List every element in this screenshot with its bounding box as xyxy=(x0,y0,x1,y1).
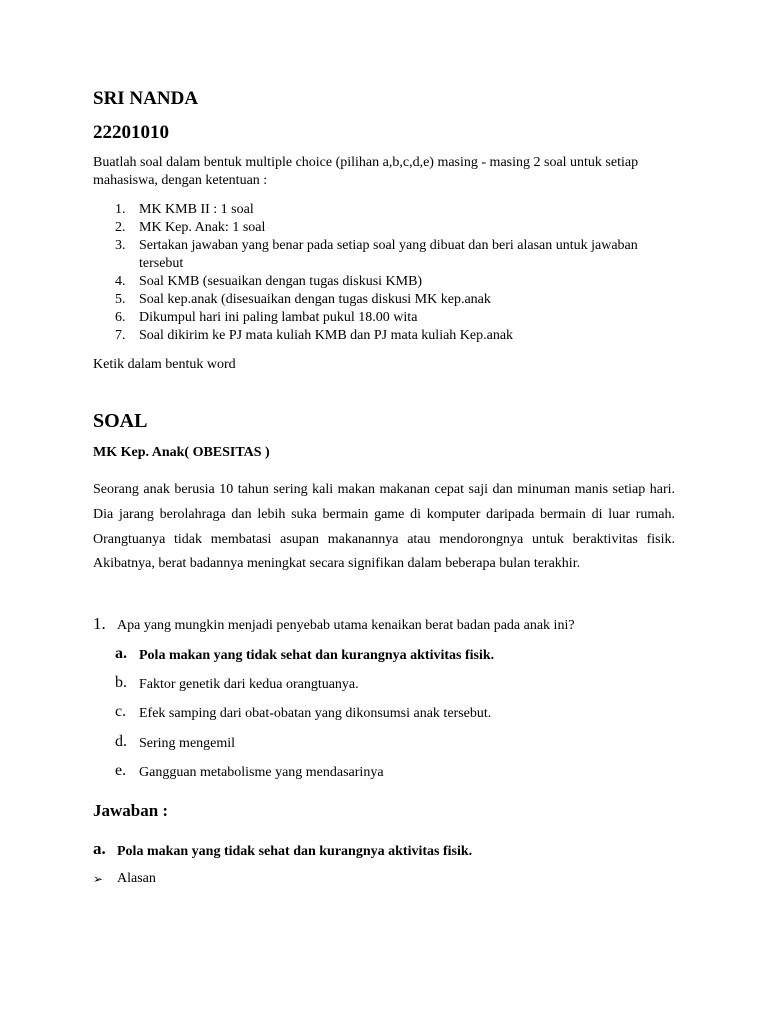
option-text: Sering mengemil xyxy=(139,736,236,751)
list-item xyxy=(93,309,675,327)
list-item xyxy=(93,201,675,219)
list-text: Soal kep.anak (disesuaikan dengan tugas diskusi MK kep.anak xyxy=(139,292,491,307)
option-text: Faktor genetik dari kedua orangtuanya. xyxy=(139,677,359,692)
list-text: Soal KMB (sesuaikan dengan tugas diskusi KMB) xyxy=(139,274,423,289)
section-title-soal: SOAL xyxy=(93,410,148,432)
author-name: SRI NANDA xyxy=(93,88,199,109)
instruction-paragraph: Buatlah soal dalam bentuk multiple choice (pilihan a,b,c,d,e) masing - masing 2 soal untuk setiap mahasiswa, dengan ketentuan : xyxy=(93,155,639,188)
list-item xyxy=(93,237,675,273)
list-number: 6. xyxy=(115,310,126,325)
option-text: Efek samping dari obat-obatan yang dikonsumsi anak tersebut. xyxy=(139,706,492,721)
reason-label: Alasan xyxy=(117,871,156,886)
option-letter: c. xyxy=(115,703,127,720)
arrow-bullet-icon: ➢ xyxy=(93,872,104,886)
format-note: Ketik dalam bentuk word xyxy=(93,357,236,372)
list-text: MK KMB II : 1 soal xyxy=(139,202,254,217)
option-letter: a. xyxy=(115,645,127,662)
list-number: 1. xyxy=(115,202,126,217)
list-item xyxy=(93,327,675,345)
list-text: Sertakan jawaban yang benar pada setiap soal yang dibuat dan beri alasan untuk jawaban tersebut xyxy=(139,238,638,271)
subject-heading: MK Kep. Anak( OBESITAS ) xyxy=(93,445,270,460)
list-number: 4. xyxy=(115,274,126,289)
option-letter: b. xyxy=(115,674,127,691)
list-item xyxy=(93,219,675,237)
list-number: 2. xyxy=(115,220,126,235)
list-text: Dikumpul hari ini paling lambat pukul 18.00 wita xyxy=(139,310,418,325)
list-item xyxy=(93,273,675,291)
option-text: Pola makan yang tidak sehat dan kurangnya aktivitas fisik. xyxy=(139,648,495,663)
list-item xyxy=(93,291,675,309)
list-text: MK Kep. Anak: 1 soal xyxy=(139,220,266,235)
option-letter: e. xyxy=(115,762,127,779)
answer-text: Pola makan yang tidak sehat dan kurangnya aktivitas fisik. xyxy=(117,844,473,859)
option-letter: d. xyxy=(115,733,127,750)
list-number: 7. xyxy=(115,328,126,343)
option-text: Gangguan metabolisme yang mendasarinya xyxy=(139,765,384,780)
answer-letter: a. xyxy=(93,839,106,858)
list-text: Soal dikirim ke PJ mata kuliah KMB dan PJ mata kuliah Kep.anak xyxy=(139,328,514,343)
list-number: 3. xyxy=(115,238,126,253)
question-number: 1. xyxy=(93,614,106,633)
list-number: 5. xyxy=(115,292,126,307)
requirements-list xyxy=(93,201,675,345)
student-id: 22201010 xyxy=(93,122,169,143)
answer-heading: Jawaban : xyxy=(93,801,169,820)
question-text: Apa yang mungkin menjadi penyebab utama kenaikan berat badan pada anak ini? xyxy=(117,618,575,633)
case-paragraph: Seorang anak berusia 10 tahun sering kali makan makanan cepat saji dan minuman manis setiap hari. Dia jarang berolahraga dan lebih suka bermain game di komputer daripada bermain di luar rumah. Orangtuanya tidak membatasi asupan makanannya atau mendorongnya untuk beraktivitas fisik. Akibatnya, berat badannya meningkat secara signifikan dalam beberapa bulan terakhir. xyxy=(93,482,675,572)
